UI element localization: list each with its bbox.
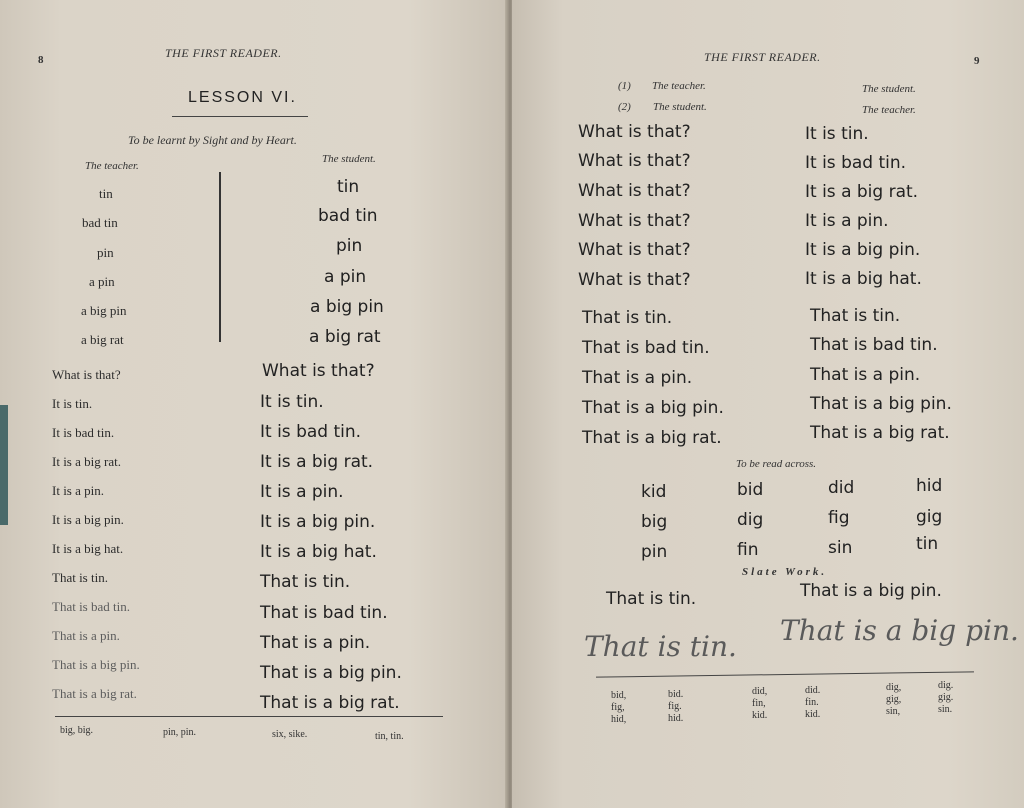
read-across-label: To be read across. <box>736 458 817 470</box>
that-left: That is a big pin. <box>582 398 724 418</box>
student-word: tin <box>337 177 360 197</box>
lesson-title: LESSON VI. <box>188 89 297 106</box>
that-left: That is a big rat. <box>582 428 722 448</box>
title-rule <box>172 116 308 117</box>
slate-print: That is a big pin. <box>800 581 942 601</box>
slate-print: That is tin. <box>606 589 697 609</box>
footer-word: sin. <box>938 704 953 715</box>
that-right: That is bad tin. <box>810 335 938 355</box>
role-right: The teacher. <box>862 104 916 116</box>
student-word: a pin <box>324 267 367 287</box>
small-sentence: What is that? <box>52 367 121 382</box>
slate-script: That is tin. <box>584 630 737 663</box>
grid-word: gig <box>916 507 943 527</box>
question: What is that? <box>578 151 691 171</box>
small-sentence: It is a pin. <box>52 483 104 498</box>
grid-word: bid <box>737 480 764 500</box>
small-sentence: It is a big hat. <box>52 541 124 556</box>
teacher-word: a big rat <box>81 332 124 347</box>
footer-word: fig. <box>668 701 682 712</box>
large-sentence: That is bad tin. <box>260 603 388 623</box>
that-left: That is a pin. <box>582 368 693 388</box>
answer: It is bad tin. <box>805 153 907 173</box>
large-sentence: It is a pin. <box>260 482 344 502</box>
footer-word: gig. <box>938 692 954 703</box>
large-sentence: It is a big hat. <box>260 542 377 562</box>
small-sentence: It is a big rat. <box>52 454 121 469</box>
footer-word: bid, <box>611 690 627 701</box>
small-sentence: That is tin. <box>52 570 108 585</box>
that-right: That is a big pin. <box>810 394 952 414</box>
footer-word: fin. <box>805 697 819 708</box>
small-sentence: It is bad tin. <box>52 425 115 440</box>
student-word: a big pin <box>310 297 384 317</box>
that-left: That is tin. <box>582 308 673 328</box>
answer: It is a big pin. <box>805 240 921 260</box>
footer-word: big, big. <box>60 725 94 736</box>
grid-word: dig <box>737 510 764 530</box>
footer-word: kid. <box>752 710 768 721</box>
that-left: That is bad tin. <box>582 338 710 358</box>
grid-word: sin <box>828 538 853 558</box>
small-sentence: It is tin. <box>52 396 93 411</box>
right-page <box>512 0 1024 808</box>
teacher-word: pin <box>97 245 114 260</box>
footer-word: fig, <box>611 702 625 713</box>
answer: It is a pin. <box>805 211 889 231</box>
footer-word: kid. <box>805 709 821 720</box>
grid-word: tin <box>916 534 939 554</box>
running-title: THE FIRST READER. <box>165 46 282 60</box>
footer-word: hid. <box>668 713 684 724</box>
small-sentence: It is a big pin. <box>52 512 124 527</box>
teacher-word: a big pin <box>81 303 127 318</box>
grid-word: fin <box>737 540 759 560</box>
footer-word: did, <box>752 686 768 697</box>
footer-rule <box>55 716 443 717</box>
question: What is that? <box>578 240 691 260</box>
that-right: That is tin. <box>810 306 901 326</box>
large-sentence: That is a big rat. <box>260 693 400 713</box>
grid-word: hid <box>916 476 943 496</box>
col-student: The student. <box>322 153 376 165</box>
small-sentence: That is bad tin. <box>52 599 130 614</box>
student-word: bad tin <box>318 206 378 226</box>
small-sentence: That is a pin. <box>52 628 120 643</box>
role-right: The student. <box>862 83 916 95</box>
role-left: The student. <box>653 101 707 113</box>
grid-word: did <box>828 478 855 498</box>
small-sentence: That is a big rat. <box>52 686 137 701</box>
page-number: 9 <box>974 55 980 67</box>
large-sentence: What is that? <box>262 361 375 381</box>
grid-word: fig <box>828 508 850 528</box>
footer-word: dig, <box>886 682 902 693</box>
student-word: a big rat <box>309 327 381 347</box>
footer-word: tin, tin. <box>375 731 404 742</box>
page-tab <box>0 405 8 525</box>
role-left: The teacher. <box>652 80 706 92</box>
grid-word: kid <box>641 482 667 502</box>
footer-word: sin, <box>886 706 901 717</box>
that-right: That is a big rat. <box>810 423 950 443</box>
question: What is that? <box>578 122 691 142</box>
col-teacher: The teacher. <box>85 160 139 172</box>
teacher-word: bad tin <box>82 215 118 230</box>
footer-word: dig. <box>938 680 954 691</box>
teacher-word: tin <box>99 186 113 201</box>
large-sentence: It is tin. <box>260 392 324 412</box>
footer-word: did. <box>805 685 821 696</box>
footer-word: bid. <box>668 689 684 700</box>
slate-label: Slate Work. <box>742 566 828 578</box>
large-sentence: That is a pin. <box>260 633 371 653</box>
divider-line <box>219 172 221 342</box>
student-word: pin <box>336 236 363 256</box>
footer-word: pin, pin. <box>163 727 197 738</box>
small-sentence: That is a big pin. <box>52 657 140 672</box>
answer: It is tin. <box>805 124 869 144</box>
question: What is that? <box>578 270 691 290</box>
that-right: That is a pin. <box>810 365 921 385</box>
footer-word: gig, <box>886 694 902 705</box>
grid-word: pin <box>641 542 668 562</box>
footer-word: fin, <box>752 698 766 709</box>
large-sentence: It is a big rat. <box>260 452 374 472</box>
page-number: 8 <box>38 54 44 66</box>
question: What is that? <box>578 211 691 231</box>
instruction: To be learnt by Sight and by Heart. <box>128 133 297 147</box>
slate-script: That is a big pin. <box>780 614 1019 647</box>
large-sentence: It is bad tin. <box>260 422 362 442</box>
footer-word: six, sike. <box>272 729 308 740</box>
footer-rule <box>596 671 974 677</box>
large-sentence: That is tin. <box>260 572 351 592</box>
role-num: (2) <box>618 101 631 113</box>
grid-word: big <box>641 512 668 532</box>
answer: It is a big rat. <box>805 182 919 202</box>
footer-word: hid, <box>611 714 627 725</box>
question: What is that? <box>578 181 691 201</box>
teacher-word: a pin <box>89 274 115 289</box>
role-num: (1) <box>618 80 631 92</box>
large-sentence: That is a big pin. <box>260 663 402 683</box>
left-page <box>0 0 510 808</box>
large-sentence: It is a big pin. <box>260 512 376 532</box>
running-title: THE FIRST READER. <box>704 50 821 64</box>
answer: It is a big hat. <box>805 269 922 289</box>
